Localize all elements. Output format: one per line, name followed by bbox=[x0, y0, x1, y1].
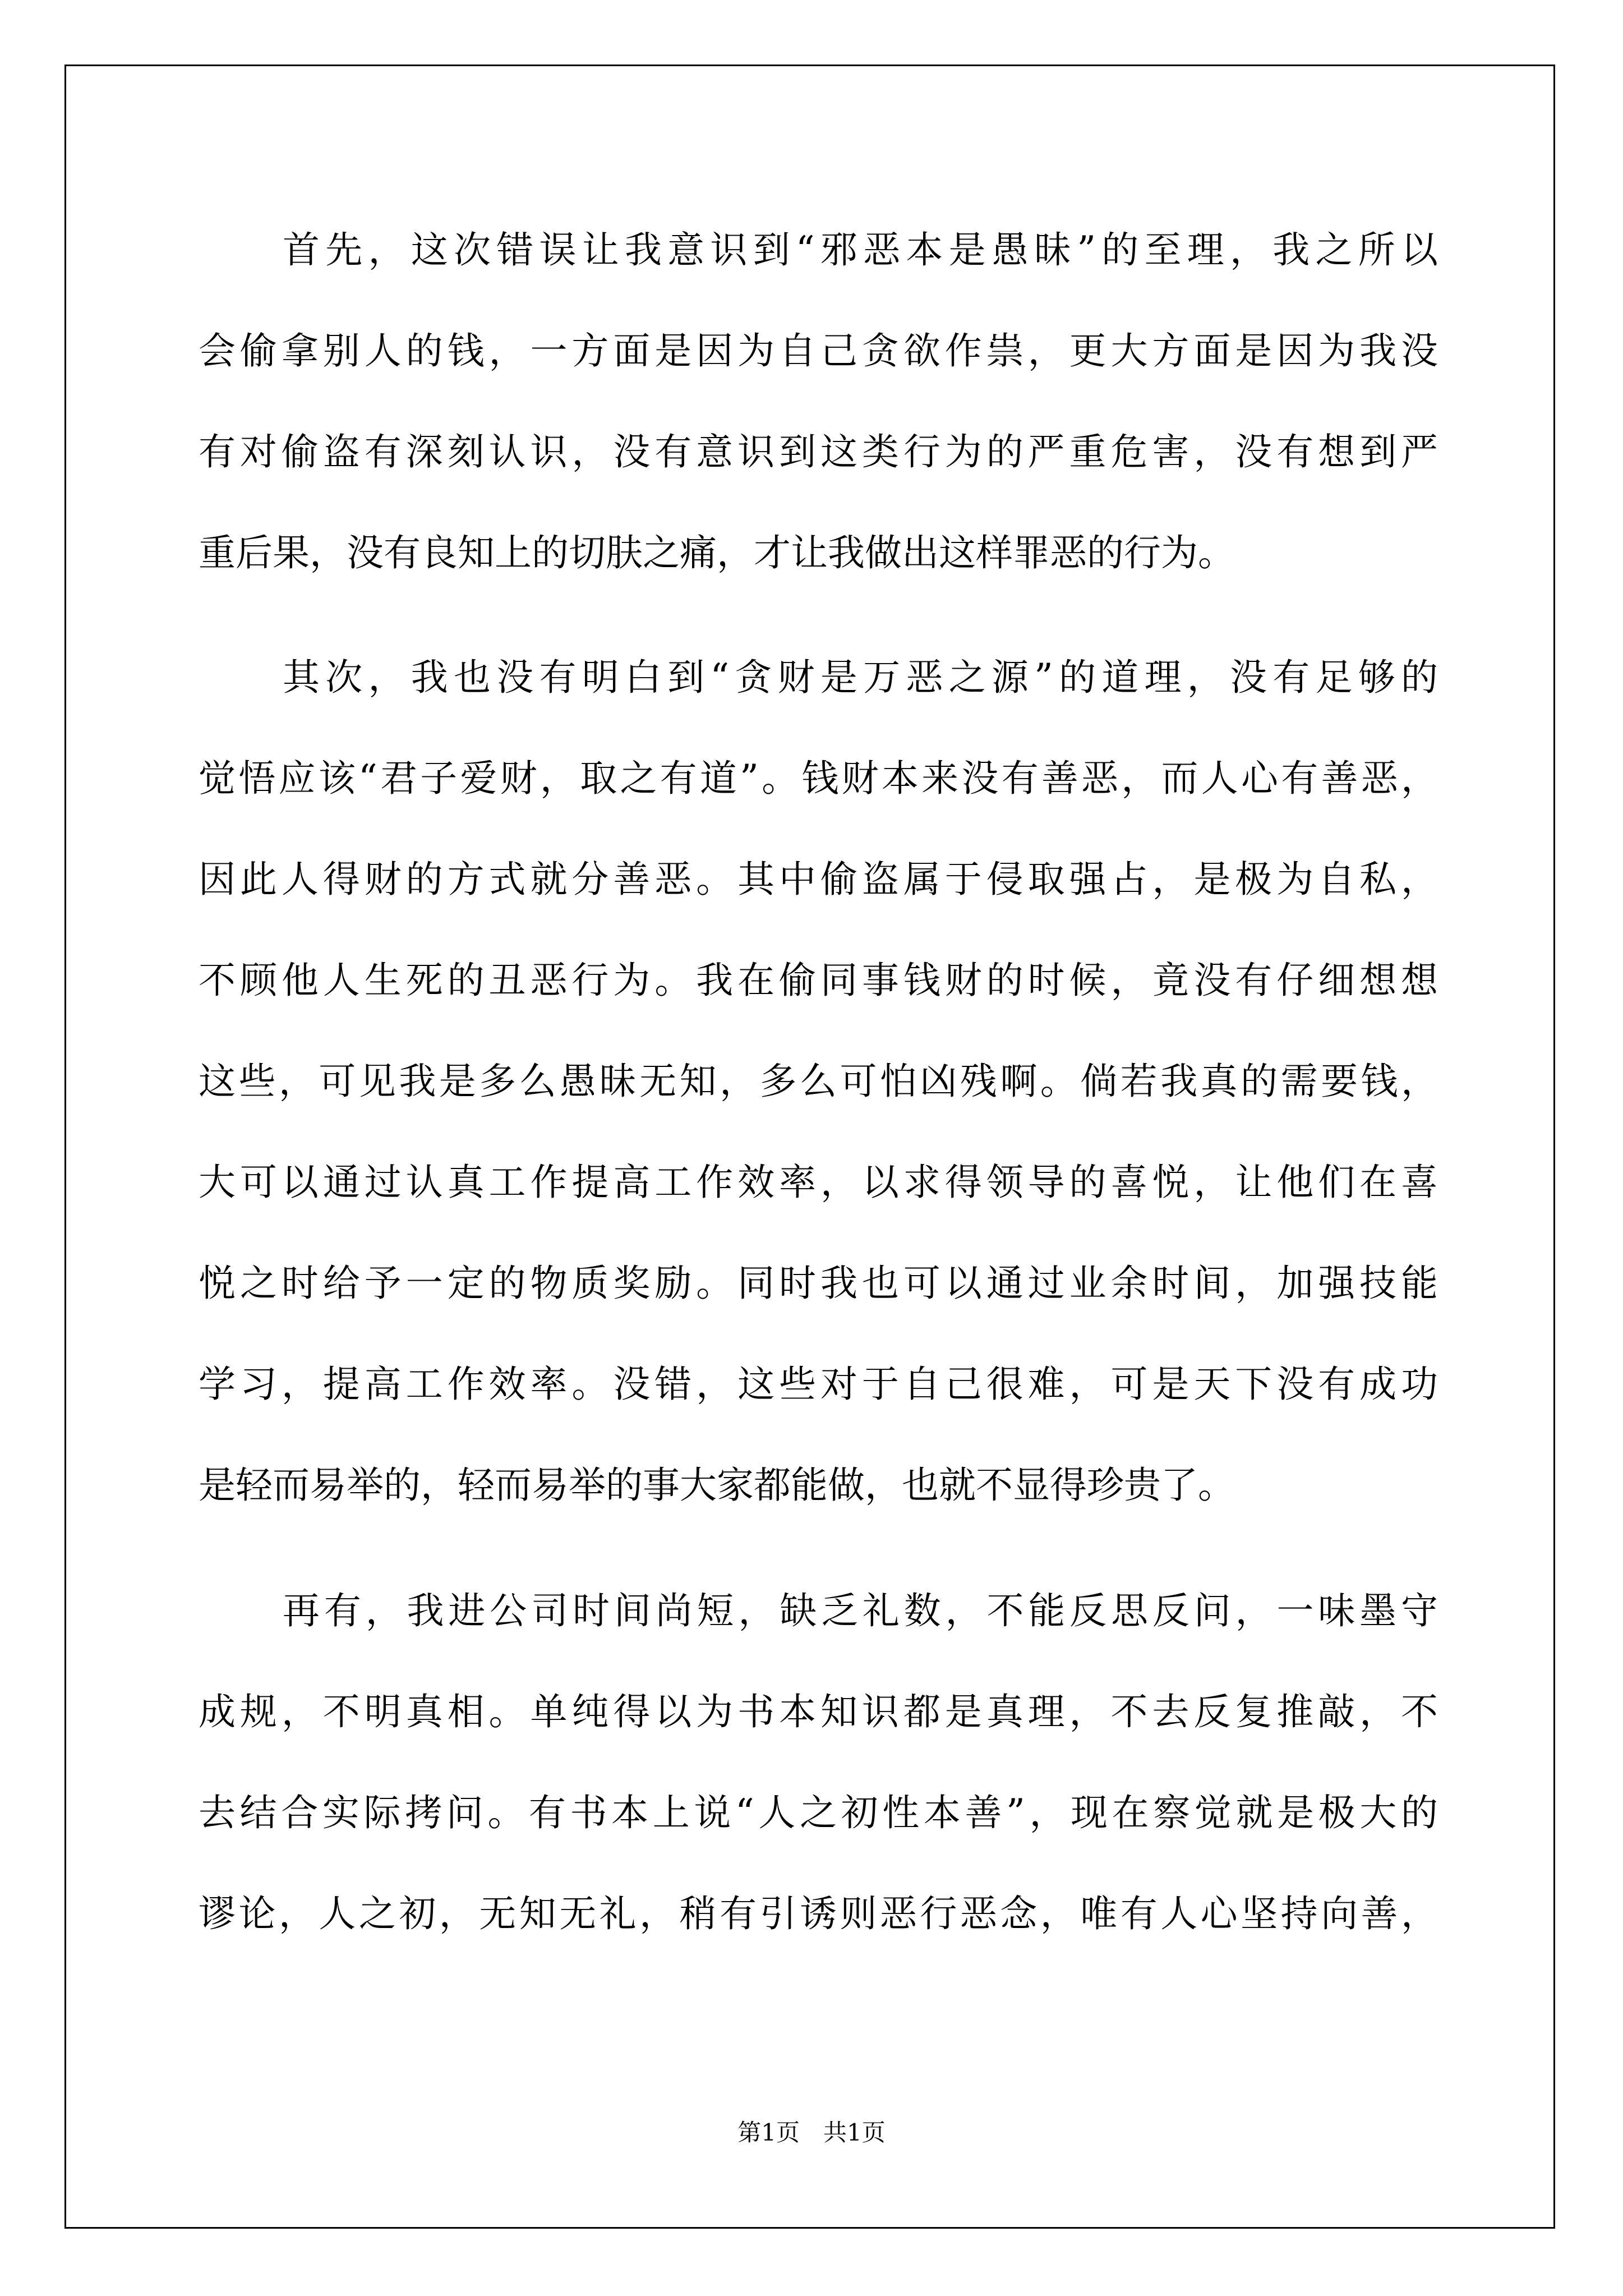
paragraph-2-line-1: 其次，我也没有明白到“贪财是万恶之源”的道理，没有足够的 bbox=[283, 656, 1438, 699]
paragraph-2-line-2: 觉悟应该“君子爱财，取之有道”。钱财本来没有善恶，而人心有善恶， bbox=[199, 757, 1438, 800]
paragraph-1-line-2: 会偷拿别人的钱，一方面是因为自己贪欲作祟，更大方面是因为我没 bbox=[199, 329, 1438, 372]
paragraph-3-line-4: 谬论，人之初，无知无礼，稍有引诱则恶行恶念，唯有人心坚持向善， bbox=[199, 1892, 1438, 1935]
paragraph-2-line-3: 因此人得财的方式就分善恶。其中偷盗属于侵取强占，是极为自私， bbox=[199, 858, 1438, 901]
paragraph-2-line-9: 是轻而易举的，轻而易举的事大家都能做，也就不显得珍贵了。 bbox=[199, 1464, 1235, 1507]
paragraph-1-line-3: 有对偷盗有深刻认识，没有意识到这类行为的严重危害，没有想到严 bbox=[199, 430, 1438, 473]
paragraph-3-line-1: 再有，我进公司时间尚短，缺乏礼数，不能反思反问，一味墨守 bbox=[283, 1589, 1438, 1632]
paragraph-2-line-7: 悦之时给予一定的物质奖励。同时我也可以通过业余时间，加强技能 bbox=[199, 1262, 1438, 1305]
paragraph-2-line-8: 学习，提高工作效率。没错，这些对于自己很难，可是天下没有成功 bbox=[199, 1363, 1438, 1406]
paragraph-2-line-4: 不顾他人生死的丑恶行为。我在偷同事钱财的时候，竟没有仔细想想 bbox=[199, 959, 1438, 1002]
page-number-footer: 第1页 共1页 bbox=[737, 2119, 886, 2146]
paragraph-3-line-2: 成规，不明真相。单纯得以为书本知识都是真理，不去反复推敲，不 bbox=[199, 1690, 1438, 1733]
paragraph-2-line-5: 这些，可见我是多么愚昧无知，多么可怕凶残啊。倘若我真的需要钱， bbox=[199, 1060, 1438, 1103]
paragraph-2-line-6: 大可以通过认真工作提高工作效率，以求得领导的喜悦，让他们在喜 bbox=[199, 1161, 1438, 1204]
paragraph-1-line-4: 重后果，没有良知上的切肤之痛，才让我做出这样罪恶的行为。 bbox=[199, 531, 1235, 574]
paragraph-3-line-3: 去结合实际拷问。有书本上说“人之初性本善”，现在察觉就是极大的 bbox=[199, 1791, 1438, 1834]
paragraph-1-line-1: 首先，这次错误让我意识到“邪恶本是愚昧”的至理，我之所以 bbox=[283, 228, 1438, 272]
